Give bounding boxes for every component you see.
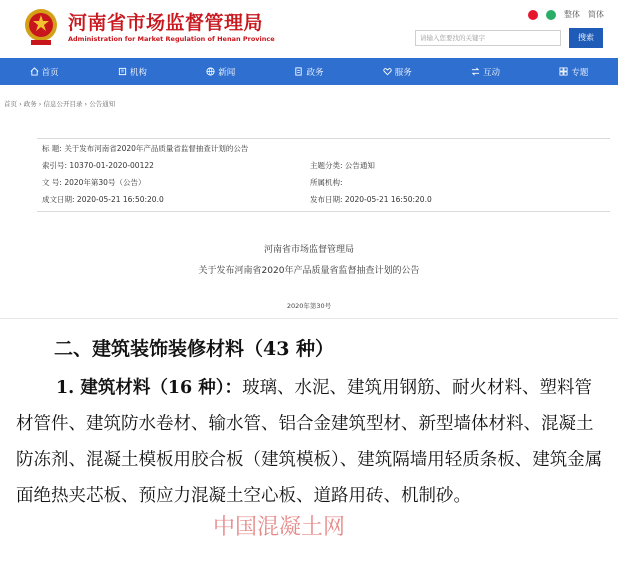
article-text: 玻璃、水泥、建筑用钢筋、耐火材料、塑料管材管件、建筑防水卷材、输水管、铝合金建筑型材、新型墙体材料、混凝土防冻剂、混凝土模板用胶合板（建筑模板）、建筑隔墙用轻质条板、建筑金属面绝热夹芯板、预应力混凝土空心板、道路用砖、机制砂。 bbox=[16, 378, 603, 506]
meta-agency: 所属机构: bbox=[310, 178, 343, 187]
wechat-icon[interactable] bbox=[546, 10, 556, 20]
breadcrumb[interactable]: 首页 › 政务 › 信息公开目录 › 公告通知 bbox=[4, 100, 116, 108]
article-body bbox=[16, 370, 608, 514]
document-number: 2020年第30号 bbox=[286, 302, 332, 310]
home-icon bbox=[30, 67, 39, 76]
nav-label: 机构 bbox=[129, 67, 147, 78]
nav-label: 新闻 bbox=[218, 67, 236, 78]
grid-icon bbox=[559, 67, 568, 76]
nav-label: 首页 bbox=[41, 67, 59, 78]
meta-published: 发布日期: 2020-05-21 16:50:20.0 bbox=[310, 195, 432, 204]
building-icon bbox=[118, 67, 127, 76]
meta-index: 索引号: 10370-01-2020-00122 bbox=[42, 161, 154, 170]
nav-item-topics[interactable] bbox=[530, 58, 618, 85]
search-button[interactable]: 搜索 bbox=[569, 28, 603, 48]
national-emblem-icon bbox=[23, 7, 59, 47]
site-subtitle: Administration for Market Regulation of Henan Province bbox=[68, 35, 275, 43]
meta-created: 成文日期: 2020-05-21 16:50:20.0 bbox=[42, 195, 164, 204]
main-nav bbox=[0, 58, 618, 85]
nav-item-service[interactable] bbox=[353, 58, 441, 85]
nav-label: 政务 bbox=[306, 67, 324, 78]
nav-item-affairs[interactable] bbox=[265, 58, 353, 85]
nav-label: 服务 bbox=[394, 67, 412, 78]
divider bbox=[0, 318, 618, 319]
exchange-icon bbox=[471, 67, 480, 76]
heart-icon bbox=[383, 67, 392, 76]
search-input[interactable]: 请输入您要找的关键字 bbox=[415, 30, 561, 46]
section-title: 二、建筑装饰装修材料（43 种） bbox=[54, 338, 335, 360]
nav-label: 专题 bbox=[571, 67, 589, 78]
link-traditional[interactable]: 整体 bbox=[564, 10, 580, 19]
meta-title: 标 题: 关于发布河南省2020年产品质量省监督抽查计划的公告 bbox=[42, 144, 249, 153]
document-icon bbox=[294, 67, 303, 76]
site-header bbox=[0, 0, 618, 58]
top-links bbox=[528, 9, 604, 20]
weibo-icon[interactable] bbox=[528, 10, 538, 20]
document-title: 关于发布河南省2020年产品质量省监督抽查计划的公告 bbox=[198, 266, 420, 276]
globe-icon bbox=[206, 67, 215, 76]
document-org: 河南省市场监督管理局 bbox=[263, 245, 354, 255]
link-simplified[interactable]: 简体 bbox=[588, 10, 604, 19]
nav-item-news[interactable] bbox=[177, 58, 265, 85]
watermark: 中国混凝土网 bbox=[213, 515, 346, 540]
nav-label: 互动 bbox=[483, 67, 501, 78]
site-title[interactable]: 河南省市场监督管理局 bbox=[68, 12, 264, 34]
nav-item-interact[interactable] bbox=[441, 58, 529, 85]
article-lead: 1. 建筑材料（16 种）： bbox=[56, 378, 243, 398]
meta-docno: 文 号: 2020年第30号（公告） bbox=[42, 178, 146, 187]
nav-item-org[interactable] bbox=[88, 58, 176, 85]
nav-item-home[interactable] bbox=[0, 58, 88, 85]
meta-category: 主题分类: 公告通知 bbox=[310, 161, 375, 170]
